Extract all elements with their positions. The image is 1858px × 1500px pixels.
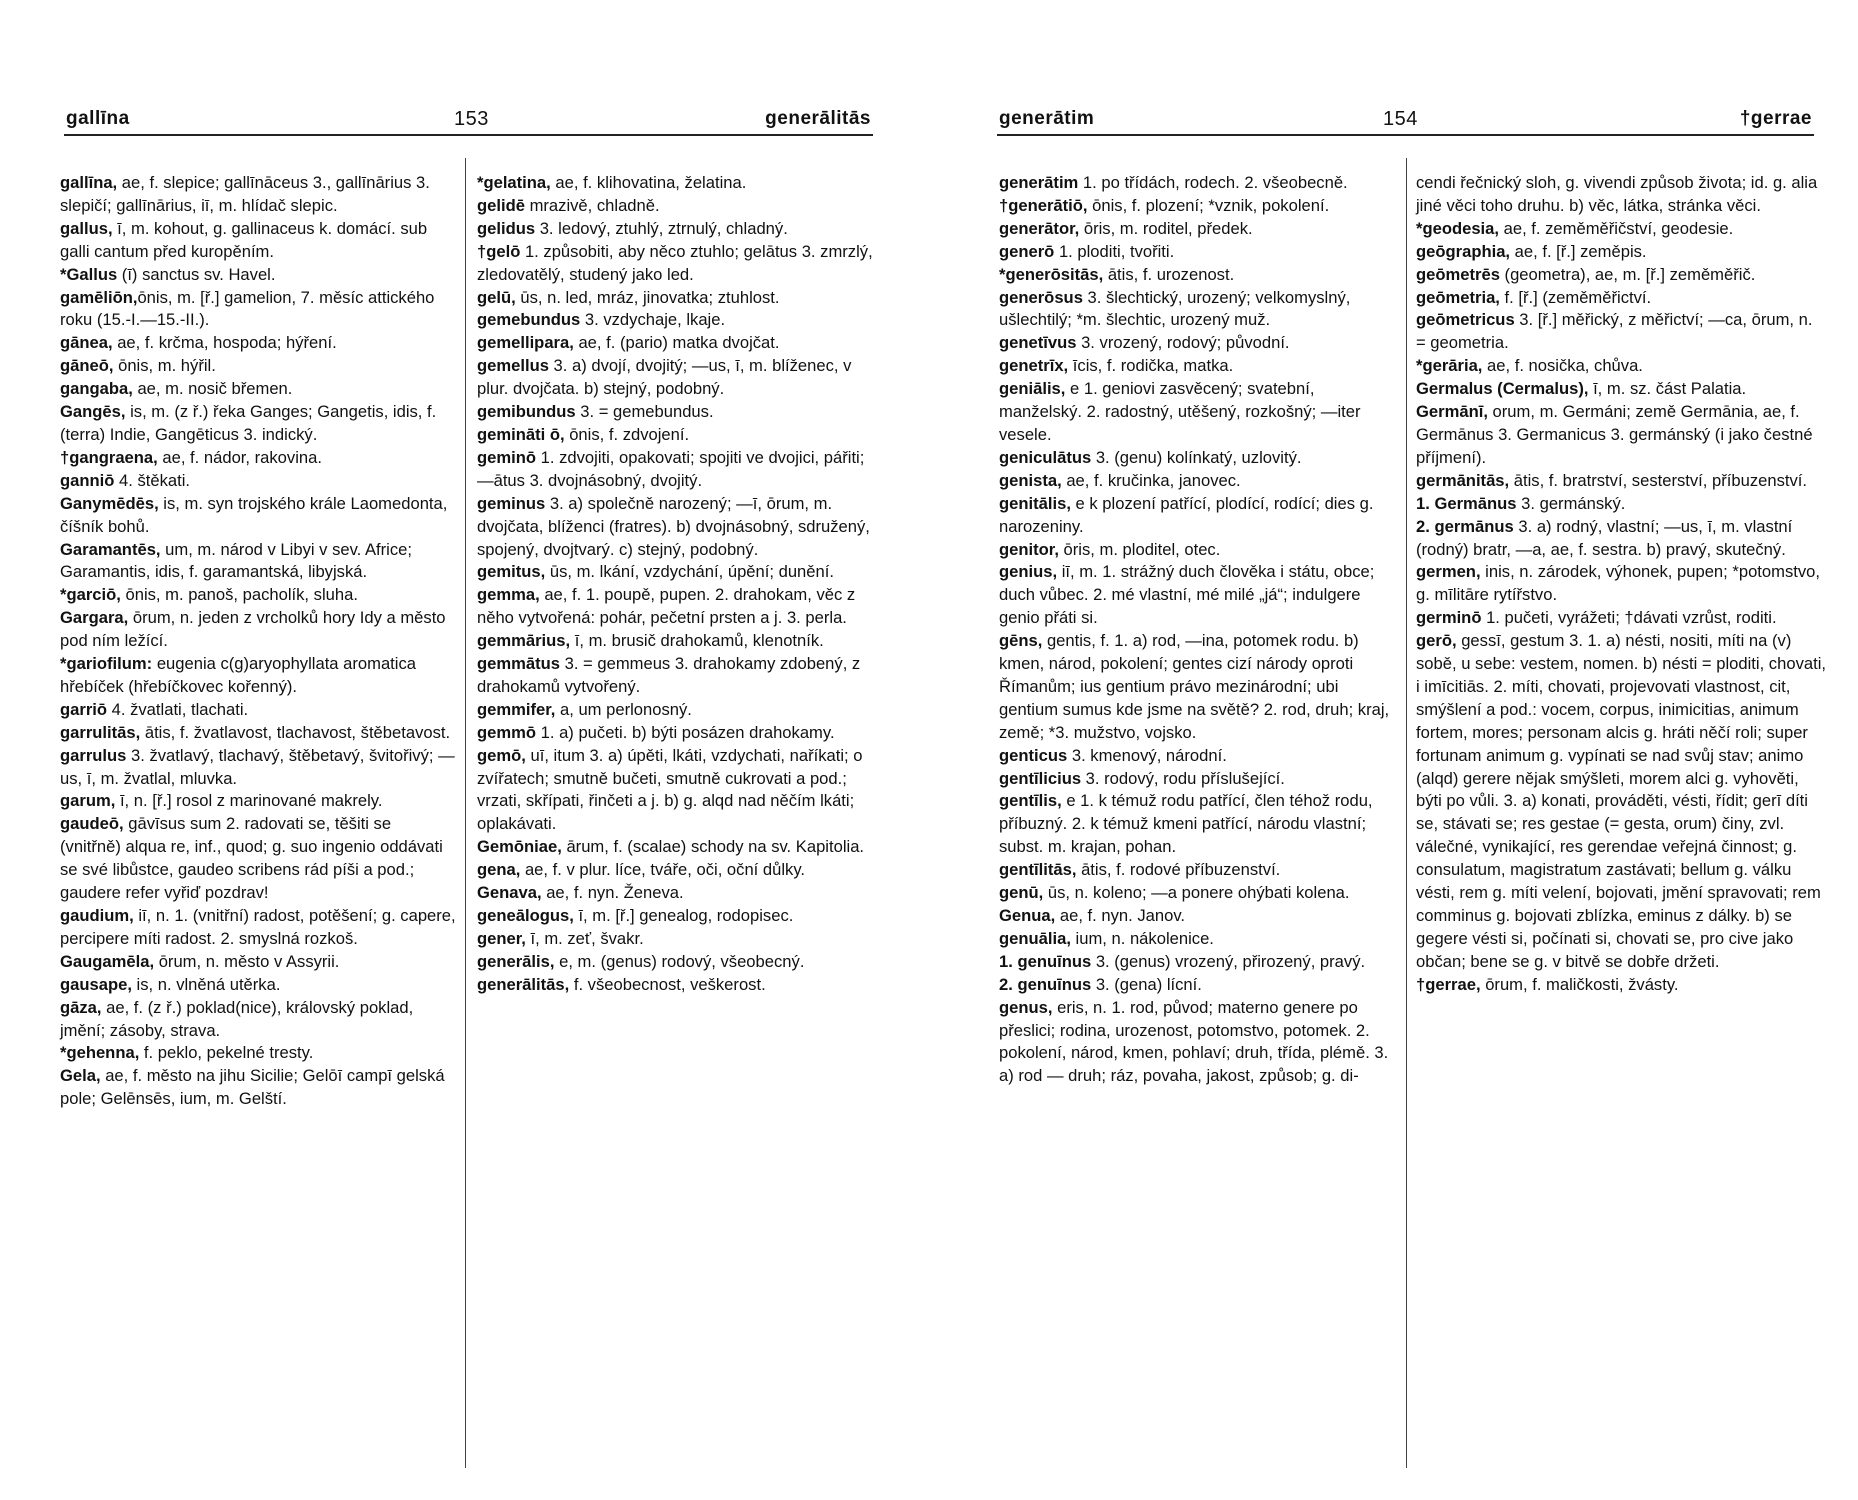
entry-headword: geneālogus, (477, 906, 574, 925)
entry-definition: ae, f. nosička, chůva. (1482, 356, 1643, 376)
dictionary-entry (477, 653, 877, 699)
entry-headword: *geodesia, (1416, 218, 1500, 238)
entry-definition: is, m. (z ř.) řeka Ganges; Gangetis, idis, f. (terra) Indie, Gangēticus 3. indický. (60, 402, 437, 444)
entry-definition: ae, f. [ř.] zeměpis. (1510, 241, 1647, 261)
entry-headword: gemmō (477, 722, 537, 742)
dictionary-entry (999, 790, 1396, 859)
entry-definition: ae, f. město na jihu Sicilie; Gelōī campī gelská pole; Gelēnsēs, ium, m. Gelští. (60, 1066, 445, 1109)
dictionary-entry (60, 722, 456, 745)
entry-headword: genticus (999, 745, 1068, 765)
entry-definition: ae, f. klihovatina, želatina. (550, 173, 747, 192)
dictionary-entry (60, 172, 456, 218)
entry-definition: iī, n. 1. (vnitřní) radost, potěšení; g. capere, percipere míti radost. 2. smyslná rozkoš. (60, 906, 456, 948)
dictionary-entry (60, 470, 456, 493)
entry-headword: †generātiō, (999, 195, 1088, 215)
dictionary-entry (477, 287, 877, 310)
entry-headword: †gelō (477, 241, 521, 261)
dictionary-entry (999, 241, 1396, 264)
dictionary-entry (999, 951, 1396, 974)
entry-headword: generōsus (999, 287, 1083, 307)
dictionary-entry (60, 951, 456, 974)
entry-definition: ī, m. [ř.] genealog, rodopisec. (573, 906, 794, 925)
entry-definition: 3. [ř.] měřický, z měřictví; —ca, ōrum, n. = geometria. (1416, 310, 1813, 353)
entry-headword: 1. Germānus (1416, 493, 1517, 513)
entry-headword: †gangraena, (60, 447, 158, 467)
entry-definition: ūs, n. led, mráz, jinovatka; ztuhlost. (515, 287, 780, 307)
entry-definition: 3. a) rodný, vlastní; —us, ī, m. vlastní (rodný) bratr, —a, ae, f. sestra. b) pravý, skutečný. (1416, 516, 1793, 559)
entry-definition: e k plození patřící, plodící, rodící; dies g. narozeniny. (999, 493, 1374, 536)
entry-headword: gānea, (60, 333, 113, 353)
dictionary-entry (1416, 493, 1826, 516)
entry-headword: gallīna, (60, 173, 118, 192)
left-column-2 (477, 172, 877, 997)
entry-definition: 1. pučeti, vyrážeti; †dávati vzrůst, roditi. (1481, 608, 1777, 628)
entry-headword: Germalus (Cermalus), (1416, 379, 1589, 399)
left-column-divider (465, 158, 466, 1468)
dictionary-entry (1416, 974, 1826, 997)
dictionary-entry (477, 928, 877, 951)
dictionary-entry (999, 882, 1396, 905)
dictionary-entry (999, 768, 1396, 791)
entry-headword: gamēliōn, (60, 287, 138, 307)
dictionary-entry (1416, 378, 1826, 401)
entry-headword: gaudeō, (60, 814, 124, 834)
entry-definition: 3. = gemebundus. (575, 402, 714, 422)
dictionary-entry (999, 539, 1396, 562)
entry-definition: ōrum, f. maličkosti, žvásty. (1480, 974, 1679, 994)
entry-definition: ōnis, f. zdvojení. (564, 424, 690, 444)
entry-headword: *Gallus (60, 264, 118, 284)
entry-headword: germen, (1416, 562, 1481, 582)
entry-definition: is, n. vlněná utěrka. (131, 974, 281, 994)
dictionary-entry (60, 264, 456, 287)
dictionary-entry (1416, 241, 1826, 264)
entry-headword: genū, (999, 883, 1044, 903)
dictionary-entry (477, 355, 877, 401)
dictionary-entry (999, 218, 1396, 241)
dictionary-entry (477, 424, 877, 447)
entry-headword: *generōsitās, (999, 264, 1104, 284)
entry-definition: e 1. k témuž rodu patřící, člen téhož rodu, příbuzný. 2. k témuž kmeni patřící, národu vlastní; subst. m. krajan, pohan. (999, 791, 1373, 857)
left-page-header (0, 108, 929, 134)
left-header-rule (64, 134, 873, 136)
entry-headword: Gangēs, (60, 402, 126, 422)
right-header-rule (997, 134, 1814, 136)
dictionary-entry (1416, 630, 1826, 974)
entry-headword: geminō (477, 447, 537, 467)
dictionary-entry (999, 997, 1396, 1089)
entry-headword: genius, (999, 562, 1058, 582)
dictionary-entry (477, 630, 877, 653)
right-page-number: 154 (1383, 108, 1418, 130)
dictionary-entry (1416, 218, 1826, 241)
entry-definition: ae, f. krčma, hospoda; hýření. (112, 333, 337, 353)
entry-headword: garriō (60, 699, 108, 719)
entry-definition: ōnis, m. [ř.] gamelion, 7. měsíc attického roku (15.-I.—15.-II.). (60, 287, 435, 330)
entry-definition: 3. šlechtický, urozený; velkomyslný, ušlechtilý; *m. šlechtic, urozený muž. (999, 287, 1351, 330)
entry-definition: ōrum, n. jeden z vrcholků hory Idy a město pod ním ležící. (60, 608, 446, 651)
entry-headword: gemellipara, (477, 333, 574, 353)
dictionary-entry (999, 378, 1396, 447)
dictionary-entry (1416, 401, 1826, 470)
entry-definition: ium, n. nákolenice. (1070, 928, 1214, 948)
entry-definition: ūs, n. koleno; —a ponere ohýbati kolena. (1043, 883, 1350, 903)
dictionary-entry (999, 561, 1396, 630)
dictionary-entry (477, 951, 877, 974)
entry-headword: Gaugamēla, (60, 951, 155, 971)
entry-definition: ae, f. kručinka, janovec. (1061, 470, 1241, 490)
entry-headword: gena, (477, 860, 521, 880)
dictionary-entry (999, 493, 1396, 539)
entry-headword: generātor, (999, 218, 1080, 238)
dictionary-entry (477, 309, 877, 332)
left-column-1 (60, 172, 456, 1111)
entry-definition: a, um perlonosný. (555, 699, 692, 719)
entry-definition: ae, f. (pario) matka dvojčat. (573, 333, 780, 353)
entry-definition: iī, m. 1. strážný duch člověka i státu, obce; duch vůbec. 2. mé vlastní, mé milé „já“; indulgere genio přáti si. (999, 562, 1375, 628)
dictionary-entry (1416, 516, 1826, 562)
entry-headword: gēns, (999, 631, 1043, 651)
entry-definition: 3. = gemmeus 3. drahokamy zdobený, z drahokamů vytvořený. (477, 654, 861, 696)
dictionary-entry (1416, 561, 1826, 607)
entry-headword: garrulus (60, 745, 127, 765)
dictionary-entry (477, 241, 877, 287)
entry-definition: e 1. geniovi zasvěcený; svatební, manželský. 2. radostný, utěšený, rozkošný; —iter vesele. (999, 379, 1361, 444)
entry-headword: geōgraphia, (1416, 241, 1511, 261)
entry-definition: ī, m. sz. část Palatia. (1588, 379, 1747, 399)
entry-definition: 1. zdvojiti, opakovati; spojiti ve dvojici, pářiti; —ātus 3. dvojnásobný, dvojitý. (477, 447, 865, 490)
dictionary-entry (60, 218, 456, 264)
dictionary-entry (999, 745, 1396, 768)
dictionary-entry (60, 493, 456, 539)
entry-headword: generālitās, (477, 974, 570, 994)
entry-headword: Genua, (999, 906, 1056, 925)
right-column-1 (999, 172, 1396, 1088)
entry-definition: gāvīsus sum 2. radovati se, těšiti se (vnitřně) alqua re, inf., quod; g. suo ingenio oddávati se své libůstce, gaudeo scribens rád píši a pod.; gaudere refer vyřiď pozdrav! (60, 814, 443, 903)
entry-definition: ātis, f. rodové příbuzenství. (1076, 860, 1281, 880)
dictionary-entry (477, 859, 877, 882)
entry-definition: īcis, f. rodička, matka. (1068, 356, 1234, 376)
entry-headword: genitor, (999, 539, 1059, 559)
dictionary-entry (60, 813, 456, 905)
dictionary-entry (999, 630, 1396, 745)
dictionary-entry (60, 699, 456, 722)
dictionary-entry (60, 1042, 456, 1065)
entry-headword: gemināti ō, (477, 424, 565, 444)
entry-headword: germinō (1416, 608, 1482, 628)
entry-definition: f. peklo, pekelné tresty. (139, 1043, 314, 1063)
dictionary-entry (477, 195, 877, 218)
dictionary-entry (60, 401, 456, 447)
entry-definition: 3. germánský. (1516, 493, 1626, 513)
entry-headword: gentīlis, (999, 791, 1062, 811)
entry-definition: 3. rodový, rodu příslušející. (1081, 768, 1285, 788)
dictionary-entry (60, 997, 456, 1043)
entry-headword: geniālis, (999, 379, 1066, 399)
entry-headword: *gehenna, (60, 1043, 140, 1063)
dictionary-entry (477, 561, 877, 584)
entry-definition: ōnis, f. plození; *vznik, pokolení. (1087, 195, 1330, 215)
dictionary-entry (60, 539, 456, 585)
dictionary-entry (60, 790, 456, 813)
entry-definition: 1. způsobiti, aby něco ztuhlo; gelātus 3. zmrzlý, zledovatělý, studený jako led. (477, 241, 873, 284)
entry-headword: Gemōniae, (477, 837, 562, 857)
entry-headword: generātim (999, 173, 1079, 192)
entry-definition: ae, f. v plur. líce, tváře, oči, oční důlky. (520, 860, 806, 880)
dictionary-entry (1416, 309, 1826, 355)
right-column-divider (1406, 158, 1407, 1468)
dictionary-entry (999, 905, 1396, 928)
dictionary-entry (999, 447, 1396, 470)
entry-definition: is, m. syn trojského krále Laomedonta, číšník bohů. (60, 493, 448, 536)
entry-definition: ōrum, n. město v Assyrii. (154, 951, 340, 971)
entry-headword: Gela, (60, 1066, 101, 1086)
dictionary-entry (60, 905, 456, 951)
entry-definition: eugenia c(g)aryophyllata aromatica hřebíček (hřebíčkovec kořenný). (60, 654, 417, 696)
dictionary-entry (999, 928, 1396, 951)
entry-headword: genuālia, (999, 928, 1071, 948)
left-header-guide-word-first: gallīna (66, 108, 130, 129)
entry-definition: ae, f. 1. poupě, pupen. 2. drahokam, věc z něho vytvořená: pohár, pečetní prsten a j. 3. perla. (477, 585, 856, 628)
entry-headword: gentīlitās, (999, 860, 1077, 880)
dictionary-entry (60, 287, 456, 333)
dictionary-entry (477, 447, 877, 493)
dictionary-entry (1416, 287, 1826, 310)
entry-definition: 3. žvatlavý, tlachavý, štěbetavý, švitořivý; —us, ī, m. žvatlal, mluvka. (60, 745, 455, 788)
dictionary-entry (477, 905, 877, 928)
entry-definition: ī, m. kohout, g. gallinaceus k. domácí. sub galli cantum před kuropěním. (60, 218, 428, 261)
entry-headword: gerō, (1416, 631, 1457, 651)
entry-headword: gāneō, (60, 356, 114, 376)
dictionary-entry (60, 653, 456, 699)
entry-headword: gallus, (60, 218, 113, 238)
entry-headword: gemmārius, (477, 631, 571, 651)
entry-headword: geōmetricus (1416, 310, 1515, 330)
entry-headword: gelū, (477, 287, 516, 307)
dictionary-entry (60, 378, 456, 401)
entry-definition: ūs, m. lkání, vzdychání, úpění; dunění. (545, 562, 834, 582)
entry-definition: ōris, m. ploditel, otec. (1058, 539, 1221, 559)
entry-definition: ae, f. zeměměřičství, geodesie. (1499, 218, 1734, 238)
dictionary-entry (477, 332, 877, 355)
dictionary-entry (477, 401, 877, 424)
entry-definition: ae, f. nyn. Janov. (1055, 906, 1186, 925)
dictionary-entry (60, 447, 456, 470)
entry-definition: cendi řečnický sloh, g. vivendi způsob života; id. g. alia jiné věci toho druhu. b) věc, látka, stránka věci. (1416, 173, 1818, 215)
right-page-header (929, 108, 1858, 134)
entry-definition: f. všeobecnost, veškerost. (569, 974, 766, 994)
entry-definition: ae, f. (z ř.) poklad(nice), královský poklad, jmění; zásoby, strava. (60, 997, 414, 1040)
entry-headword: gaudium, (60, 906, 134, 925)
entry-headword: gemmifer, (477, 699, 556, 719)
entry-definition: ae, f. nádor, rakovina. (157, 447, 322, 467)
entry-definition: 3. kmenový, národní. (1067, 745, 1227, 765)
entry-definition: ae, f. nyn. Ženeva. (541, 883, 684, 903)
entry-headword: 2. genuīnus (999, 974, 1092, 994)
entry-definition: 1. po třídách, rodech. 2. všeobecně. (1078, 173, 1348, 192)
dictionary-entry (1416, 470, 1826, 493)
entry-headword: gelidus (477, 218, 536, 238)
entry-definition: uī, itum 3. a) úpěti, lkáti, vzdychati, naříkati; o zvířatech; smutně bučeti, smutně cukrovati a pod.; vrzati, skřípati, řinčeti a j. b) g. alqd nad něčím lkáti; oplakávati. (477, 745, 863, 834)
right-header-guide-word-last: †gerrae (1739, 108, 1812, 129)
dictionary-entry (999, 172, 1396, 195)
dictionary-entry (477, 218, 877, 241)
entry-definition: ātis, f. urozenost. (1103, 264, 1235, 284)
entry-definition: 3. a) dvojí, dvojitý; —us, ī, m. blíženec, v plur. dvojčata. b) stejný, podobný. (477, 356, 852, 399)
dictionary-entry (1416, 172, 1826, 218)
dictionary-entry (477, 974, 877, 997)
entry-headword: 1. genuīnus (999, 951, 1092, 971)
entry-headword: gemebundus (477, 310, 581, 330)
entry-headword: Germānī, (1416, 402, 1488, 422)
dictionary-entry (999, 332, 1396, 355)
right-page (929, 0, 1858, 1500)
dictionary-entry (477, 722, 877, 745)
entry-headword: geminus (477, 493, 546, 513)
dictionary-entry (60, 1065, 456, 1111)
left-header-guide-word-last: generālitās (765, 108, 871, 129)
entry-headword: geōmetrēs (1416, 264, 1500, 284)
dictionary-entry (999, 470, 1396, 493)
entry-definition: e, m. (genus) rodový, všeobecný. (554, 951, 805, 971)
entry-headword: *gerāria, (1416, 356, 1483, 376)
right-column-2 (1416, 172, 1826, 997)
entry-headword: gemma, (477, 585, 540, 605)
entry-headword: genus, (999, 997, 1053, 1017)
dictionary-entry (1416, 607, 1826, 630)
entry-headword: germānitās, (1416, 470, 1510, 490)
dictionary-entry (477, 699, 877, 722)
entry-definition: (ī) sanctus sv. Havel. (117, 264, 276, 284)
entry-headword: gener, (477, 928, 526, 948)
entry-headword: generō (999, 241, 1055, 261)
entry-definition: f. [ř.] (zeměměřictví. (1499, 287, 1652, 307)
dictionary-entry (999, 355, 1396, 378)
entry-headword: gemitus, (477, 562, 546, 582)
right-header-guide-word-first: generātim (999, 108, 1095, 129)
dictionary-entry (477, 745, 877, 837)
dictionary-entry (999, 974, 1396, 997)
dictionary-entry (999, 859, 1396, 882)
entry-headword: Ganymēdēs, (60, 493, 159, 513)
entry-headword: garrulitās, (60, 722, 141, 742)
entry-headword: gelidē (477, 195, 525, 215)
entry-definition: orum, m. Germáni; země Germānia, ae, f. Germānus 3. Germanicus 3. germánský (i jako čestné příjmení). (1416, 402, 1813, 467)
entry-definition: ārum, f. (scalae) schody na sv. Kapitolia. (561, 837, 865, 857)
dictionary-entry (477, 172, 877, 195)
entry-definition: (geometra), ae, m. [ř.] zeměměřič. (1499, 264, 1756, 284)
entry-headword: Genava, (477, 883, 542, 903)
entry-definition: ī, n. [ř.] rosol z marinované makrely. (115, 791, 383, 811)
entry-definition: ae, m. nosič břemen. (132, 379, 293, 399)
dictionary-entry (477, 584, 877, 630)
left-page-number: 153 (454, 108, 489, 130)
entry-headword: 2. germānus (1416, 516, 1514, 536)
entry-definition: ī, m. brusič drahokamů, klenotník. (570, 631, 824, 651)
entry-definition: 3. vrozený, rodový; původní. (1076, 333, 1290, 353)
dictionary-entry (999, 264, 1396, 287)
entry-definition: 1. a) pučeti. b) býti posázen drahokamy. (536, 722, 835, 742)
entry-headword: genitālis, (999, 493, 1071, 513)
dictionary-entry (477, 493, 877, 562)
entry-headword: gausape, (60, 974, 132, 994)
dictionary-entry (477, 836, 877, 859)
dictionary-entry (1416, 355, 1826, 378)
entry-definition: ōnis, m. panoš, pacholík, sluha. (120, 585, 358, 605)
entry-headword: gangaba, (60, 379, 133, 399)
entry-definition: 3. (genus) vrozený, přirozený, pravý. (1091, 951, 1366, 971)
dictionary-entry (999, 287, 1396, 333)
entry-headword: †gerrae, (1416, 974, 1481, 994)
dictionary-entry (999, 195, 1396, 218)
entry-definition: ātis, f. bratrství, sesterství, příbuzenství. (1509, 470, 1808, 490)
entry-definition: 3. ledový, ztuhlý, ztrnulý, chladný. (535, 218, 788, 238)
entry-definition: ōris, m. roditel, předek. (1079, 218, 1253, 238)
entry-definition: eris, n. 1. rod, původ; materno genere po přeslici; rodina, urozenost, potomstvo, potomek. 2. pokolení, národ, kmen, pohlaví; druh, třída, plémě. 3. a) rod — druh; ráz, povaha, jakost, způsob; g. di- (999, 997, 1389, 1086)
dictionary-entry (60, 584, 456, 607)
entry-headword: *gelatina, (477, 173, 551, 192)
entry-headword: geōmetria, (1416, 287, 1500, 307)
entry-headword: genetrīx, (999, 356, 1069, 376)
entry-headword: genista, (999, 470, 1062, 490)
entry-headword: Gargara, (60, 608, 129, 628)
entry-headword: *gariofilum: (60, 654, 153, 674)
entry-definition: ī, m. zeť, švakr. (525, 928, 644, 948)
entry-headword: gāza, (60, 997, 102, 1017)
entry-headword: generālis, (477, 951, 555, 971)
entry-definition: ātis, f. žvatlavost, tlachavost, štěbetavost. (140, 722, 451, 742)
entry-definition: gentis, f. 1. a) rod, —ina, potomek rodu. b) kmen, národ, pokolení; gentes cizí národy oproti Římanům; ius gentium právo mezinárodní; ubi gentium sumus kde jsme na světě? 2. rod, druh; kraj, země; *3. mužstvo, vojsko. (999, 631, 1390, 742)
entry-headword: gemmātus (477, 654, 560, 674)
entry-headword: garum, (60, 791, 116, 811)
dictionary-entry (1416, 264, 1826, 287)
entry-definition: gessī, gestum 3. 1. a) nésti, nositi, míti na (v) sobě, u sebe: vestem, nomen. b) nésti = ploditi, chovati, i imīcitiās. 2. míti, chovati, projevovati vlastnost, cit, smýšlení a pod.: vocem, corpus, inimicitias, animum fortem, mores; personam alcis g. hráti něčí roli; super fortunam animum g. vypínati se nad svůj stav; animo (alqd) gerere nějak smýšleti, morem alci g. vyhověti, býti po vůli. 3. a) konati, prováděti, vésti, řídit; gerī díti se, stávati se; res gestae (= gesta, orum) činy, zvl. válečné, vynikající, res gerendae veřejná činnost; g. consulatum, magistratum zastávati; bellum g. válku vésti, rem g. míti velení, bojovati, jmění spravovati; rem comminus g. bojovati zblízka, eminus z dálky. b) se gegere vésti si, počínati si, chovati se, pro cive jako občan; bene se g. v bitvě se dobře držeti. (1416, 631, 1826, 971)
entry-headword: ganniō (60, 470, 115, 490)
entry-definition: 4. štěkati. (114, 470, 191, 490)
entry-headword: *garciō, (60, 585, 121, 605)
entry-definition: 4. žvatlati, tlachati. (107, 699, 249, 719)
dictionary-entry (477, 882, 877, 905)
entry-definition: 3. a) společně narozený; —ī, ōrum, m. dvojčata, blíženci (fratres). b) dvojnásobný, sdružený, spojený, dvojtvarý. c) stejný, podobný. (477, 493, 870, 559)
entry-headword: gemibundus (477, 402, 576, 422)
entry-headword: genetīvus (999, 333, 1077, 353)
entry-definition: um, m. národ v Libyi v sev. Africe; Garamantis, idis, f. garamantská, libyjská. (60, 539, 412, 582)
entry-headword: gentīlicius (999, 768, 1082, 788)
entry-headword: geniculātus (999, 447, 1092, 467)
entry-definition: 3. (gena) lícní. (1091, 974, 1202, 994)
entry-definition: 3. (genu) kolínkatý, uzlovitý. (1091, 447, 1302, 467)
entry-definition: inis, n. zárodek, výhonek, pupen; *potomstvo, g. mīlitāre rytířstvo. (1416, 562, 1821, 605)
entry-definition: 3. vzdychaje, lkaje. (580, 310, 726, 330)
dictionary-entry (60, 974, 456, 997)
entry-headword: Garamantēs, (60, 539, 161, 559)
entry-definition: ae, f. slepice; gallīnāceus 3., gallīnārius 3. slepičí; gallīnārius, iī, m. hlídač slepic. (60, 173, 430, 215)
dictionary-entry (60, 745, 456, 791)
dictionary-entry (60, 607, 456, 653)
entry-definition: mrazivě, chladně. (524, 195, 660, 215)
dictionary-entry (60, 355, 456, 378)
entry-headword: gemellus (477, 356, 549, 376)
entry-headword: gemō, (477, 745, 526, 765)
dictionary-entry (60, 332, 456, 355)
entry-definition: ōnis, m. hýřil. (113, 356, 216, 376)
entry-definition: 1. ploditi, tvořiti. (1054, 241, 1175, 261)
